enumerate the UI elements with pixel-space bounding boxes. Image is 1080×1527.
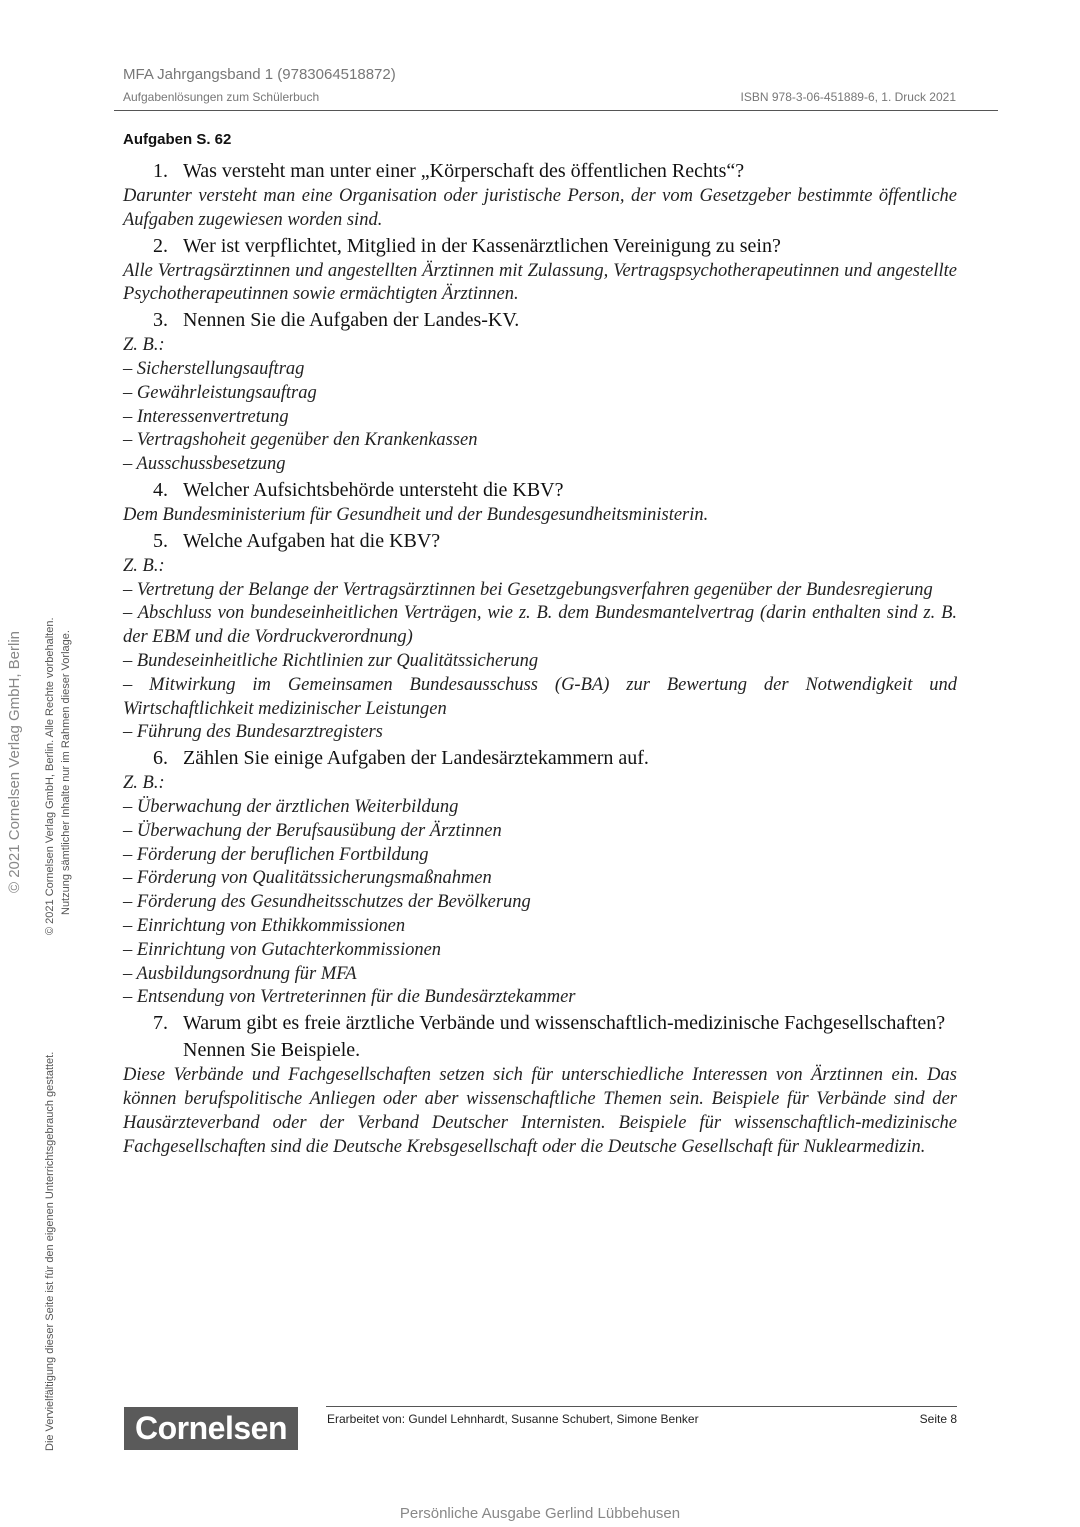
question-block <box>123 307 957 477</box>
question-block <box>123 745 957 1010</box>
question-block <box>123 477 957 528</box>
question-list <box>123 158 957 1159</box>
list-item: – Überwachung der ärztlichen Weiterbildung <box>123 796 459 817</box>
header-divider <box>114 110 998 111</box>
answer-label: Z. B.: <box>123 335 165 356</box>
sidebar-usage-note: Nutzung sämtlicher Inhalte nur im Rahmen dieser Vorlage. <box>60 630 72 915</box>
page-number: Seite 8 <box>919 1412 957 1426</box>
question-block <box>123 528 957 745</box>
question-text: Warum gibt es freie ärztliche Verbände und wissenschaftlich-medizinische Fachgesellschaften? Nennen Sie Beispiele. <box>183 1012 946 1062</box>
question-block <box>123 158 957 233</box>
list-item: – Einrichtung von Ethikkommissionen <box>123 915 406 936</box>
personal-watermark: Persönliche Ausgabe Gerlind Lübbehusen <box>399 1505 681 1522</box>
list-item: – Einrichtung von Gutachterkommissionen <box>123 939 442 960</box>
question-number: 2. <box>153 234 168 257</box>
question <box>123 307 957 334</box>
question-block <box>123 1010 957 1159</box>
list-item: – Abschluss von bundeseinheitlichen Verträgen, wie z. B. dem Bundesmantelvertrag (darin enthalten sind z. B. der EBM und die Vordruckverordnung) <box>123 603 957 648</box>
list-item: – Mitwirkung im Gemeinsamen Bundesausschuss (G-BA) zur Bewertung der Notwendigkeit und Wirtschaftlichkeit medizinischer Leistungen <box>123 674 957 719</box>
sidebar-reproduction-note: Die Vervielfältigung dieser Seite ist für den eigenen Unterrichtsgebrauch gestattet. <box>44 1051 56 1451</box>
list-item: – Vertragshoheit gegenüber den Krankenkassen <box>123 430 478 451</box>
list-item: – Gewährleistungsauftrag <box>123 382 317 403</box>
answer-label: Z. B.: <box>123 555 165 576</box>
list-item: – Ausbildungsordnung für MFA <box>123 963 357 984</box>
question-text: Nennen Sie die Aufgaben der Landes-KV. <box>183 309 520 332</box>
question <box>123 477 957 504</box>
list-item: – Sicherstellungsauftrag <box>123 358 305 379</box>
question-text: Welcher Aufsichtsbehörde untersteht die KBV? <box>183 478 564 501</box>
question <box>123 528 957 555</box>
question-number: 6. <box>153 747 168 770</box>
question-number: 5. <box>153 529 168 552</box>
question <box>123 745 957 772</box>
header-title: MFA Jahrgangsband 1 (9783064518872) <box>123 66 396 83</box>
question <box>123 158 957 185</box>
sidebar-copyright-large: © 2021 Cornelsen Verlag GmbH, Berlin <box>6 630 23 893</box>
list-item: – Förderung des Gesundheitsschutzes der Bevölkerung <box>123 892 531 913</box>
question-text: Wer ist verpflichtet, Mitglied in der Kassenärztlichen Vereinigung zu sein? <box>183 234 781 257</box>
question-number: 7. <box>153 1012 168 1035</box>
list-item: – Ausschussbesetzung <box>123 454 286 475</box>
question-number: 4. <box>153 478 168 501</box>
question <box>123 233 957 260</box>
sidebar-copyright-small: © 2021 Cornelsen Verlag GmbH, Berlin. Alle Rechte vorbehalten. <box>44 617 56 935</box>
answer-text: Dem Bundesministerium für Gesundheit und der Bundesgesundheitsministerin. <box>123 504 709 525</box>
question-number: 3. <box>153 309 168 332</box>
answer-text: Diese Verbände und Fachgesellschaften setzen sich für unterschiedliche Interessen von Ärztinnen ein. Das können berufspolitische Anliegen oder aber wissenschaftliche Themen sein. Beispiele für Verbände sind der Hausärzteverband oder der Verband Deutscher Internisten. Beispiele für wissenschaftlich-medizinische Fachgesellschaften sind die Deutsche Krebsgesellschaft oder die Deutsche Gesellschaft für Nuklearmedizin. <box>123 1065 957 1157</box>
question-text: Zählen Sie einige Aufgaben der Landesärztekammern auf. <box>183 747 649 770</box>
question-block <box>123 233 957 308</box>
footer-authors: Erarbeitet von: Gundel Lehnhardt, Susanne Schubert, Simone Benker <box>327 1412 699 1426</box>
answer-text: Darunter versteht man eine Organisation oder juristische Person, der vom Gesetzgeber bestimmte öffentliche Aufgaben zugewiesen worden sind. <box>123 186 957 230</box>
answer-label: Z. B.: <box>123 773 165 794</box>
list-item: – Führung des Bundesarztregisters <box>123 722 383 743</box>
question-text: Was versteht man unter einer „Körperschaft des öffentlichen Rechts“? <box>183 160 745 182</box>
header-subtitle: Aufgabenlösungen zum Schülerbuch <box>123 90 320 104</box>
question <box>123 1010 957 1064</box>
question-text: Welche Aufgaben hat die KBV? <box>183 529 441 552</box>
list-item: – Bundeseinheitliche Richtlinien zur Qualitätssicherung <box>123 650 539 671</box>
list-item: – Interessenvertretung <box>123 406 289 427</box>
list-item: – Vertretung der Belange der Vertragsärztinnen bei Gesetzgebungsverfahren gegenüber der Bundesregierung <box>123 579 933 600</box>
list-item: – Entsendung von Vertreterinnen für die Bundesärztekammer <box>123 987 576 1008</box>
list-item: – Überwachung der Berufsausübung der Ärztinnen <box>123 820 502 841</box>
answer-text: Alle Vertragsärztinnen und angestellten Ärztinnen mit Zulassung, Vertragspsychotherapeutinnen und angestellte Psychotherapeutinnen sowie ermächtigten Ärztinnen. <box>123 260 957 305</box>
list-item: – Förderung von Qualitätssicherungsmaßnahmen <box>123 868 492 889</box>
list-item: – Förderung der beruflichen Fortbildung <box>123 844 429 865</box>
section-heading: Aufgaben S. 62 <box>123 131 232 148</box>
cornelsen-logo: Cornelsen <box>124 1407 298 1450</box>
header-isbn: ISBN 978-3-06-451889-6, 1. Druck 2021 <box>740 90 956 104</box>
footer-divider <box>326 1406 957 1407</box>
question-number: 1. <box>153 160 168 182</box>
